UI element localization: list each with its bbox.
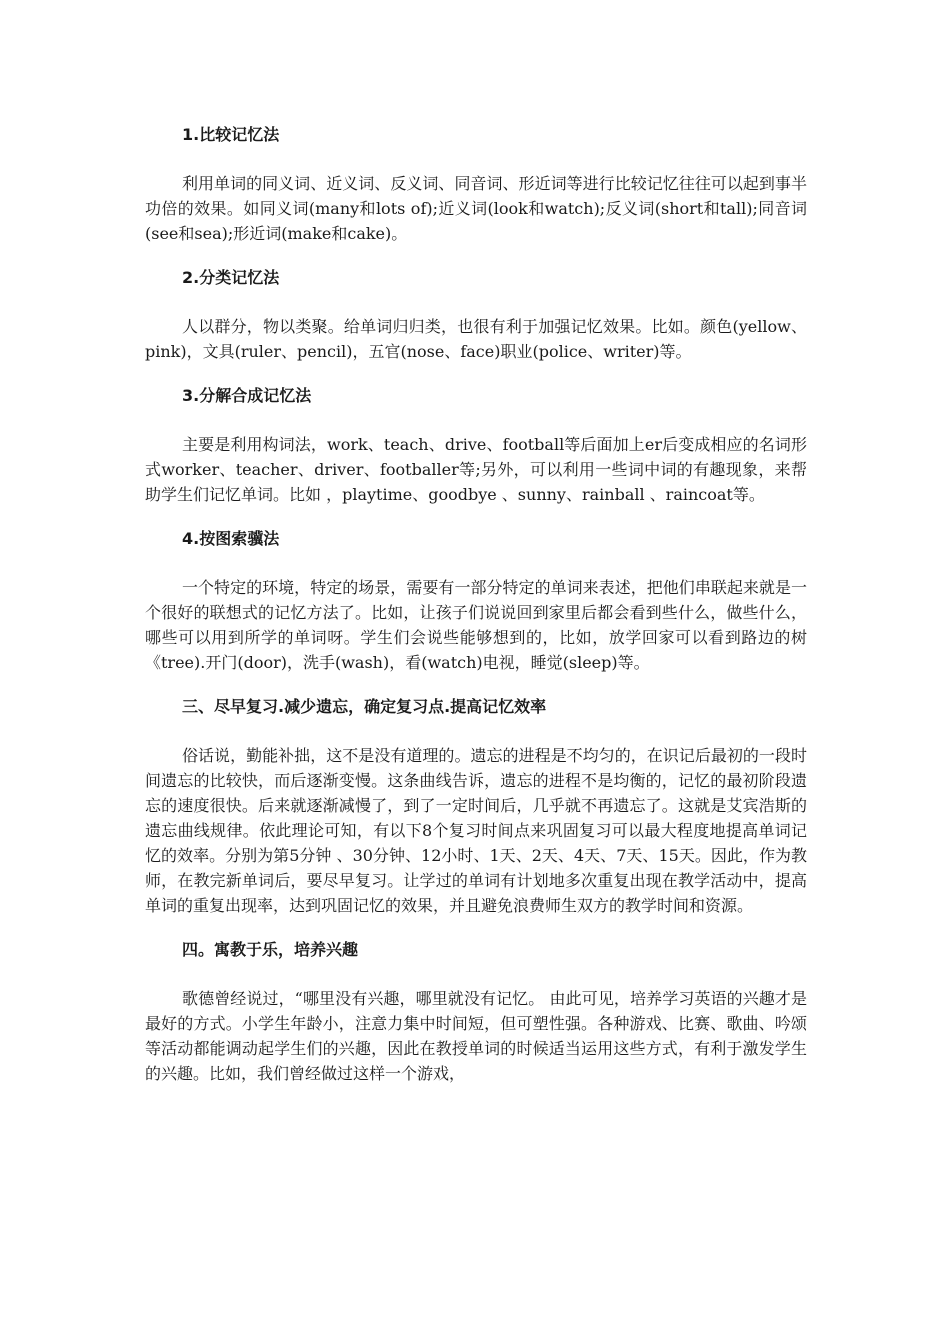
section-heading: 三、尽早复习.减少遗忘，确定复习点.提高记忆效率 — [182, 697, 547, 716]
section-paragraph: 主要是利用构词法，work、teach、drive、football等后面加上er后变成相应的名词形式worker、teacher、driver、footballer等;另外，可以利用一些词中词的有趣现象，来帮助学生们记忆单词。比如 ，playtime、goodbye 、sunny、rainball 、raincoat等。 — [145, 435, 807, 504]
section-paragraph: 人以群分，物以类聚。给单词归归类，也很有利于加强记忆效果。比如。颜色(yellow、pink)，文具(ruler、pencil)，五官(nose、face)职业(police、writer)等。 — [145, 317, 807, 361]
section-heading: 2.分类记忆法 — [182, 268, 280, 287]
section-paragraph: 利用单词的同义词、近义词、反义词、同音词、形近词等进行比较记忆往往可以起到事半功倍的效果。如同义词(many和lots of);近义词(look和watch);反义词(short和tall);同音词(see和sea);形近词(make和cake)。 — [145, 174, 807, 243]
document-body — [145, 122, 807, 1086]
section-paragraph: 一个特定的环境，特定的场景，需要有一部分特定的单词来表述，把他们串联起来就是一个很好的联想式的记忆方法了。比如，让孩子们说说回到家里后都会看到些什么，做些什么，哪些可以用到所学的单词呀。学生们会说些能够想到的，比如，放学回家可以看到路边的树《tree).开门(door)，洗手(wash)，看(watch)电视，睡觉(sleep)等。 — [145, 578, 807, 672]
section-paragraph: 歌德曾经说过，“哪里没有兴趣，哪里就没有记忆。 由此可见，培养学习英语的兴趣才是最好的方式。小学生年龄小，注意力集中时间短，但可塑性强。各种游戏、比赛、歌曲、吟颂等活动都能调动起学生们的兴趣，因此在教授单词的时候适当运用这些方式，有利于激发学生的兴趣。比如，我们曾经做过这样一个游戏， — [145, 989, 807, 1083]
section-heading: 4.按图索骥法 — [182, 529, 280, 548]
section-heading: 四。寓教于乐，培养兴趣 — [182, 940, 359, 959]
section-heading: 1.比较记忆法 — [182, 125, 280, 144]
section-paragraph: 俗话说，勤能补拙，这不是没有道理的。遗忘的进程是不均匀的，在识记后最初的一段时间遗忘的比较快，而后逐渐变慢。这条曲线告诉，遗忘的进程不是均衡的，记忆的最初阶段遗忘的速度很快。后来就逐渐减慢了，到了一定时间后，几乎就不再遗忘了。这就是艾宾浩斯的遗忘曲线规律。依此理论可知，有以下8个复习时间点来巩固复习可以最大程度地提高单词记忆的效率。分别为第5分钟 、30分钟、12小时、1天、2天、4天、7天、15天。因此，作为教师，在教完新单词后，要尽早复习。让学过的单词有计划地多次重复出现在教学活动中，提高单词的重复出现率，达到巩固记忆的效果，并且避免浪费师生双方的教学时间和资源。 — [145, 746, 807, 915]
section-heading: 3.分解合成记忆法 — [182, 386, 312, 405]
